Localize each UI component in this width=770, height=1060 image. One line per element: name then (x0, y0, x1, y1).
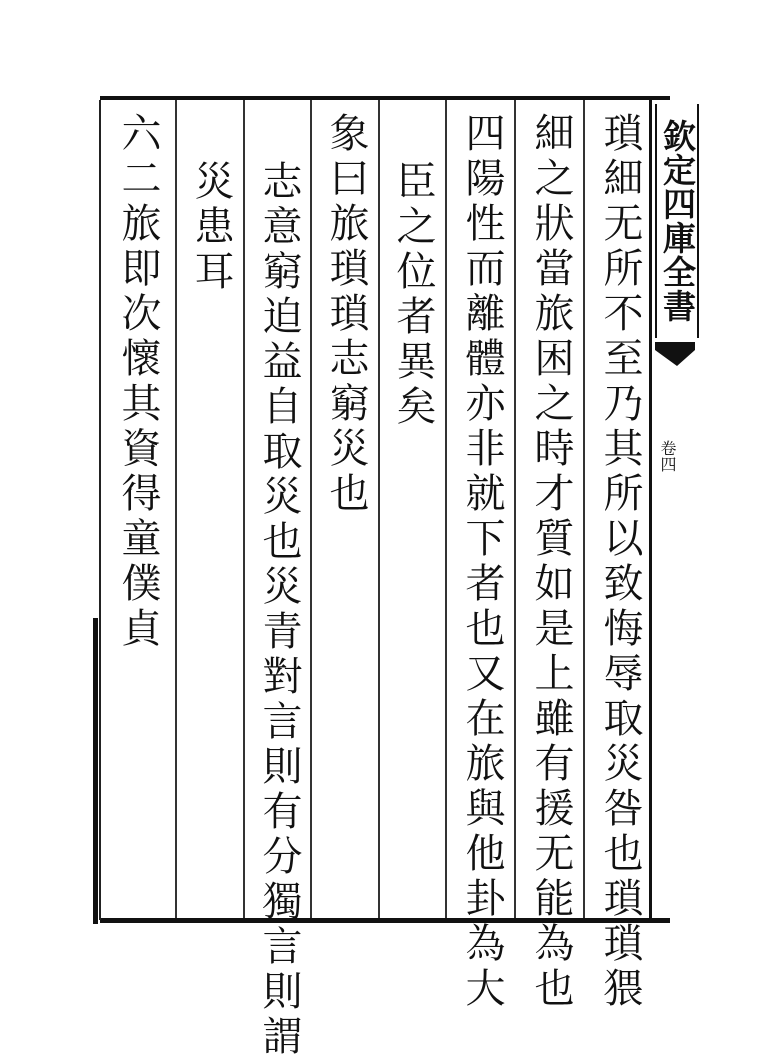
book-title: 欽定四庫全書 (655, 104, 699, 338)
column-rule (243, 100, 245, 918)
text-column-7: 災患耳 (188, 160, 234, 295)
fish-tail-mark-icon (655, 342, 695, 370)
column-rule (310, 100, 312, 918)
text-column-3: 四陽性而離體亦非就下者也又在旅與他卦為大 (459, 112, 505, 1012)
text-column-6: 志意窮迫益自取災也災青對言則有分獨言則謂 (256, 160, 302, 1060)
column-rule (378, 100, 380, 918)
frame-left-rule (99, 100, 101, 920)
text-column-1: 瑣細无所不至乃其所以致悔辱取災咎也瑣瑣猥 (597, 112, 643, 1012)
text-column-2: 細之狀當旅困之時才質如是上雖有援无能為也 (528, 112, 574, 1012)
column-rule (583, 100, 585, 918)
text-column-5: 象曰旅瑣瑣志窮災也 (323, 112, 369, 517)
column-rule (445, 100, 447, 918)
text-column-8: 六二旅即次懷其資得童僕貞 (115, 112, 161, 652)
column-rule (514, 100, 516, 918)
text-column-4: 臣之位者異矣 (390, 160, 436, 430)
frame-bottom-border (100, 918, 670, 923)
volume-label: 卷四 (658, 440, 677, 472)
column-rule (175, 100, 177, 918)
frame-left-border (93, 618, 98, 924)
